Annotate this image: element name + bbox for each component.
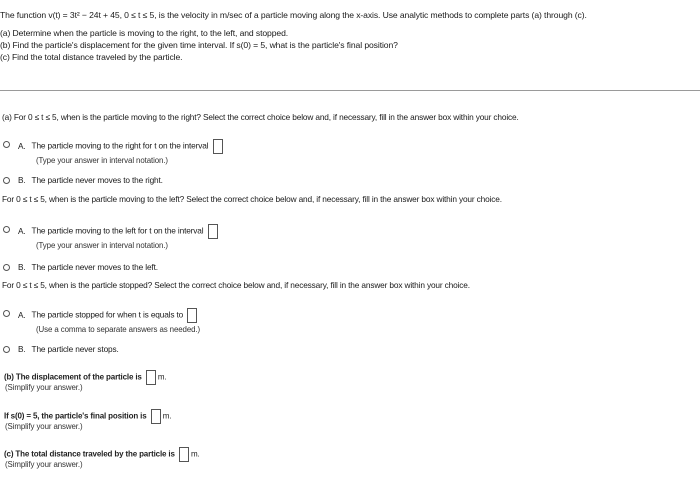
stop-option-b[interactable] [18,344,119,354]
option-text: The particle never moves to the right. [31,175,163,185]
radio-left-option-b[interactable] [3,264,10,271]
unit-label: m. [157,372,167,382]
option-text: The particle never moves to the left. [31,262,158,272]
radio-right-option-b[interactable] [3,177,10,184]
problem-part-a: (a) Determine when the particle is moving to the right, to the left, and stopped. [0,28,289,38]
section-divider [0,90,700,91]
option-text: The particle never stops. [31,344,119,354]
unit-label: m. [162,411,172,421]
option-text: The particle moving to the left for t on the interval [31,225,204,236]
question-moving-left: For 0 ≤ t ≤ 5, when is the particle moving to the left? Select the correct choice below and, if necessary, fill in the answer box within your choice. [2,194,502,204]
hint-interval-notation: (Type your answer in interval notation.) [36,156,168,165]
option-letter: A. [18,225,26,236]
displacement-label: (b) The displacement of the particle is [4,372,142,382]
option-letter: B. [18,262,26,272]
problem-statement: The function v(t) = 3t² − 24t + 45, 0 ≤ t ≤ 5, is the velocity in m/sec of a particle moving along the x-axis. Use analytic methods to complete parts (a) through (c). [0,10,587,20]
answer-box-left-interval[interactable] [208,224,218,239]
right-option-a[interactable] [18,139,223,154]
unit-label: m. [190,449,200,459]
option-text: The particle stopped for when t is equals to [31,309,184,320]
problem-part-b: (b) Find the particle's displacement for the given time interval. If s(0) = 5, what is the particle's final position? [0,40,398,50]
left-option-b[interactable] [18,262,158,272]
hint-simplify: (Simplify your answer.) [5,460,83,469]
answer-box-displacement[interactable] [146,370,156,385]
left-option-a[interactable] [18,224,218,239]
radio-stop-option-b[interactable] [3,346,10,353]
option-letter: A. [18,309,26,320]
problem-part-c: (c) Find the total distance traveled by the particle. [0,52,183,62]
hint-comma-separate: (Use a comma to separate answers as needed.) [36,325,201,334]
question-stopped: For 0 ≤ t ≤ 5, when is the particle stopped? Select the correct choice below and, if necessary, fill in the answer box within your choice. [2,280,470,290]
radio-left-option-a[interactable] [3,226,10,233]
hint-simplify: (Simplify your answer.) [5,383,83,392]
radio-stop-option-a[interactable] [3,310,10,317]
radio-right-option-a[interactable] [3,141,10,148]
answer-box-final-position[interactable] [151,409,161,424]
stop-option-a[interactable] [18,308,197,323]
option-letter: B. [18,344,26,354]
total-distance-label: (c) The total distance traveled by the particle is [4,449,175,459]
option-text: The particle moving to the right for t on the interval [31,140,209,151]
hint-interval-notation: (Type your answer in interval notation.) [36,241,168,250]
answer-box-stop-times[interactable] [187,308,197,323]
option-letter: A. [18,140,26,151]
answer-box-right-interval[interactable] [213,139,223,154]
question-moving-right: (a) For 0 ≤ t ≤ 5, when is the particle moving to the right? Select the correct choice below and, if necessary, fill in the answer box within your choice. [2,112,519,122]
hint-simplify: (Simplify your answer.) [5,422,83,431]
right-option-b[interactable] [18,175,163,185]
final-position-label: If s(0) = 5, the particle's final position is [4,411,147,421]
answer-box-total-distance[interactable] [179,447,189,462]
option-letter: B. [18,175,26,185]
